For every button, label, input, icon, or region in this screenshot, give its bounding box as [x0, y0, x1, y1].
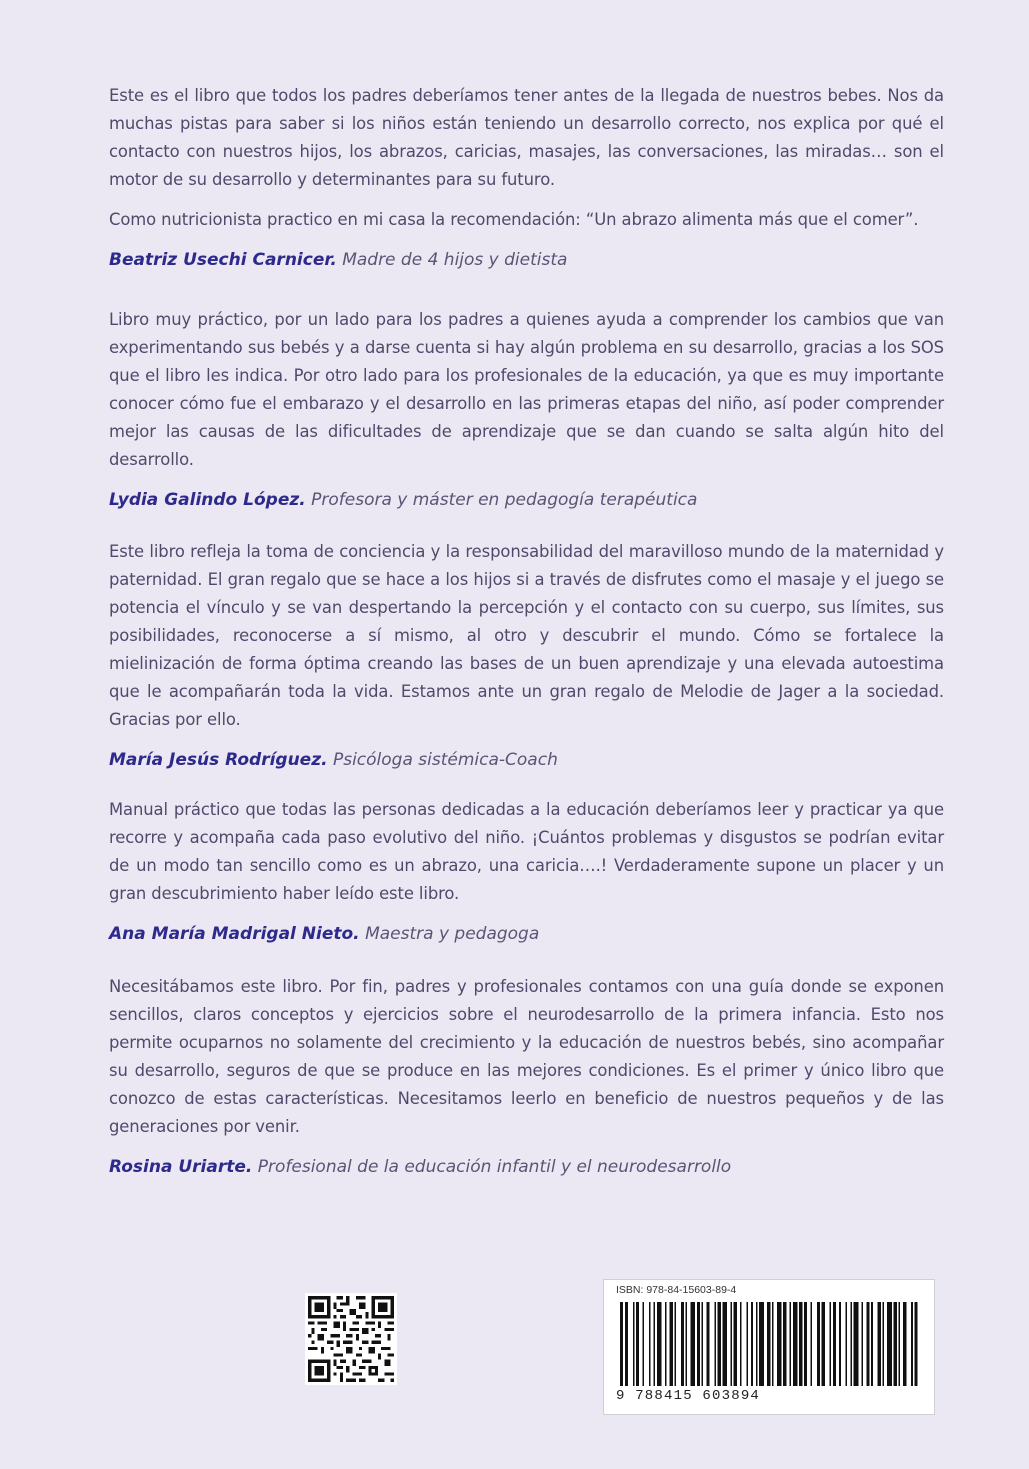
review-signature	[109, 1153, 944, 1181]
barcode-bar	[903, 1302, 906, 1386]
barcode-bar	[839, 1302, 841, 1386]
barcode-bar	[882, 1302, 884, 1386]
reviewer-name: Ana María Madrigal Nieto.	[109, 924, 360, 944]
barcode-bar	[793, 1302, 798, 1386]
barcode-bar	[866, 1302, 869, 1386]
barcode-bar	[817, 1302, 820, 1386]
barcode-bar	[799, 1302, 802, 1386]
isbn-label: ISBN: 978-84-15603-89-4	[616, 1284, 737, 1296]
barcode-bar	[740, 1302, 742, 1386]
reviewer-name: Lydia Galindo López.	[109, 490, 306, 510]
barcode-bar	[714, 1302, 716, 1386]
barcode-bar	[862, 1302, 864, 1386]
review-signature	[109, 486, 944, 514]
review-paragraph: Como nutricionista practico en mi casa la recomendación: “Un abrazo alimenta más que el comer”.	[109, 210, 919, 229]
barcode-bar	[625, 1302, 628, 1386]
review-rodriguez	[109, 538, 944, 774]
barcode-bar	[633, 1302, 635, 1386]
review-madrigal	[109, 796, 944, 948]
barcode-bar	[751, 1302, 753, 1386]
barcode-bar	[746, 1302, 748, 1386]
barcode-bar	[822, 1302, 825, 1386]
barcode-bar	[914, 1302, 917, 1386]
review-galindo	[109, 306, 944, 514]
barcode-bar	[767, 1302, 770, 1386]
barcode-bar	[871, 1302, 873, 1386]
barcode-bar	[697, 1302, 700, 1386]
barcode-bar	[846, 1302, 848, 1386]
barcode-bar	[810, 1302, 812, 1386]
reviewer-role: Psicóloga sistémica-Coach	[332, 750, 558, 770]
isbn-barcode	[603, 1279, 935, 1415]
barcode-bar	[887, 1302, 892, 1386]
isbn-number: 9 788415 603894	[616, 1388, 761, 1404]
barcode-bar	[657, 1302, 662, 1386]
barcode-bar	[898, 1302, 900, 1386]
barcode-bar	[911, 1302, 913, 1386]
barcode-bar	[690, 1302, 695, 1386]
barcode-bar	[642, 1302, 644, 1386]
barcode-bars	[616, 1302, 922, 1386]
review-paragraph: Necesitábamos este libro. Por fin, padres y profesionales contamos con una guía donde se exponen sencillos, claros conceptos y ejercicios sobre el neurodesarrollo de la primera infancia. Esto nos permite ocuparnos no solamente del crecimiento y la educación de nuestros bebés, sino acompañar su desarrollo, seguros de que se produce en las mejores condiciones. Es el primer y único libro que conozco de estas características. Necesitamos leerlo en beneficio de nuestros pequeños y de las generaciones por venir.	[109, 977, 944, 1136]
qr-code	[305, 1293, 397, 1385]
review-signature	[109, 246, 944, 274]
barcode-bar	[730, 1302, 732, 1386]
review-uriarte	[109, 973, 944, 1181]
barcode-bar	[878, 1302, 881, 1386]
barcode-bar	[681, 1302, 684, 1386]
reviewer-role: Profesora y máster en pedagogía terapéutica	[311, 490, 698, 510]
reviewer-role: Maestra y pedagoga	[365, 924, 540, 944]
review-signature	[109, 920, 944, 948]
barcode-bar	[783, 1302, 786, 1386]
barcode-bar	[777, 1302, 782, 1386]
barcode-bar	[734, 1302, 737, 1386]
barcode-bar	[636, 1302, 639, 1386]
barcode-bar	[804, 1302, 807, 1386]
barcode-bar	[722, 1302, 727, 1386]
reviewer-name: Rosina Uriarte.	[109, 1157, 253, 1177]
reviewer-name: María Jesús Rodríguez.	[109, 750, 328, 770]
barcode-bar	[833, 1302, 836, 1386]
barcode-bar	[649, 1302, 651, 1386]
review-paragraph: Libro muy práctico, por un lado para los padres a quienes ayuda a comprender los cambios que van experimentando sus bebés y a darse cuenta si hay algún problema en su desarrollo, gracias a los SOS que el libro les indica. Por otro lado para los profesionales de la educación, ya que es muy importante conocer cómo fue el embarazo y el desarrollo en las primeras etapas del niño, así poder comprender mejor las causas de las dificultades de aprendizaje que se dan cuando se salta algún hito del desarrollo.	[109, 310, 944, 469]
barcode-bar	[674, 1302, 676, 1386]
review-paragraph: Manual práctico que todas las personas dedicadas a la educación deberíamos leer y practicar ya que recorre y acompaña cada paso evolutivo del niño. ¡Cuántos problemas y disgustos se podrían evitar de un modo tan sencillo como es un abrazo, una caricia….! Verdaderamente supone un placer y un gran descubrimiento haber leído este libro.	[109, 800, 944, 903]
review-paragraph: Este libro refleja la toma de conciencia y la responsabilidad del maravilloso mundo de la maternidad y paternidad. El gran regalo que se hace a los hijos si a través de disfrutes como el masaje y el juego se potencia el vínculo y se van despertando la percepción y el contacto con su cuerpo, sus límites, sus posibilidades, reconocerse a sí mismo, al otro y descubrir el mundo. Cómo se fortalece la mielinización de forma óptima creando las bases de un buen aprendizaje y una elevada autoestima que le acompañarán toda la vida. Estamos ante un gran regalo de Melodie de Jager a la sociedad. Gracias por ello.	[109, 542, 944, 729]
barcode-bar	[850, 1302, 852, 1386]
barcode-bar	[894, 1302, 897, 1386]
barcode-bar	[830, 1302, 832, 1386]
reviewer-name: Beatriz Usechi Carnicer.	[109, 250, 337, 270]
barcode-bar	[759, 1302, 764, 1386]
barcode-bar	[756, 1302, 758, 1386]
barcode-bar	[702, 1302, 704, 1386]
review-signature	[109, 746, 944, 774]
barcode-bar	[654, 1302, 656, 1386]
barcode-bar	[665, 1302, 667, 1386]
barcode-bar	[670, 1302, 673, 1386]
review-usechi	[109, 82, 944, 274]
barcode-bar	[718, 1302, 721, 1386]
barcode-bar	[620, 1302, 623, 1386]
reviewer-role: Madre de 4 hijos y dietista	[342, 250, 568, 270]
barcode-bar	[790, 1302, 792, 1386]
barcode-bar	[686, 1302, 688, 1386]
reviewer-role: Profesional de la educación infantil y el neurodesarrollo	[257, 1157, 732, 1177]
barcode-bar	[706, 1302, 709, 1386]
barcode-bar	[854, 1302, 859, 1386]
barcode-bar	[772, 1302, 774, 1386]
review-paragraph: Este es el libro que todos los padres deberíamos tener antes de la llegada de nuestros bebes. Nos da muchas pistas para saber si los niños están teniendo un desarrollo correcto, nos explica por qué el contacto con nuestros hijos, los abrazos, caricias, masajes, las conversaciones, las miradas… son el motor de su desarrollo y determinantes para su futuro.	[109, 86, 944, 189]
